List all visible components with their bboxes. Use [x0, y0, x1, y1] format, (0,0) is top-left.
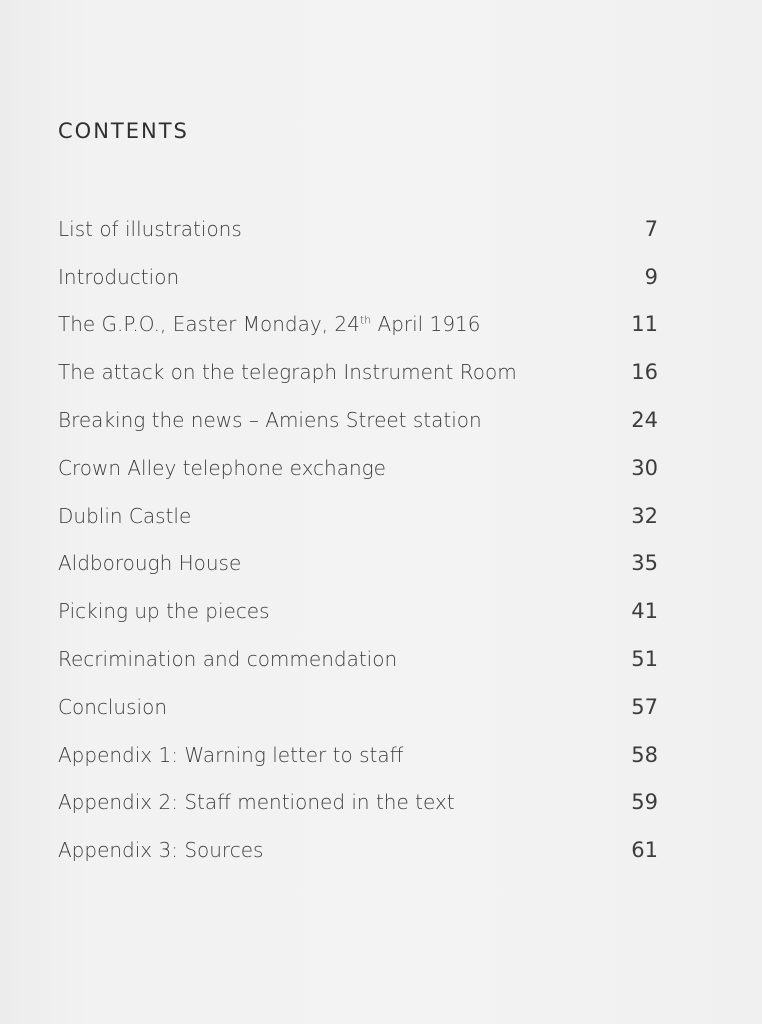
toc-entry: [58, 444, 658, 492]
toc-entry: [58, 683, 658, 731]
toc-entry-page: 11: [631, 312, 658, 337]
toc-entry-page: 32: [631, 503, 658, 528]
toc-entry-title: Appendix 3: Sources: [58, 838, 264, 863]
toc-entry-title: Aldborough House: [58, 551, 242, 576]
toc-entry-page: 24: [631, 408, 658, 433]
toc-entry-page: 61: [631, 838, 658, 863]
toc-entry-title: [58, 312, 481, 336]
toc-entry: [58, 540, 658, 588]
toc-entry-title: Appendix 1: Warning letter to staff: [58, 742, 404, 767]
toc-entry-title-part: April 1916: [371, 312, 481, 337]
toc-entry: [58, 396, 658, 444]
toc-entry-page: 57: [631, 694, 658, 719]
toc-entry-title: Dublin Castle: [58, 503, 192, 528]
table-of-contents: [58, 205, 658, 874]
toc-entry-title: The attack on the telegraph Instrument Room: [58, 360, 517, 385]
toc-entry: [58, 205, 658, 253]
toc-entry-page: 7: [644, 216, 658, 241]
toc-entry: [58, 635, 658, 683]
toc-entry-title: Breaking the news – Amiens Street station: [58, 408, 482, 433]
toc-entry-title-part: The G.P.O., Easter Monday, 24: [58, 312, 360, 337]
toc-entry-page: 41: [631, 599, 658, 624]
toc-entry-page: 9: [644, 264, 658, 289]
toc-entry: [58, 492, 658, 540]
toc-entry-page: 58: [631, 742, 658, 767]
toc-entry-title: Picking up the pieces: [58, 599, 270, 624]
toc-entry-title: Appendix 2: Staff mentioned in the text: [58, 790, 455, 815]
toc-entry: [58, 587, 658, 635]
toc-entry-page: 59: [631, 790, 658, 815]
ordinal-suffix: th: [359, 313, 372, 327]
toc-entry-page: 51: [631, 647, 658, 672]
toc-entry-title: Introduction: [58, 264, 180, 289]
toc-entry: [58, 348, 658, 396]
toc-entry-page: 16: [631, 360, 658, 385]
page-title: CONTENTS: [58, 119, 189, 143]
toc-entry: [58, 731, 658, 779]
toc-entry-title: Recrimination and commendation: [58, 647, 398, 672]
toc-entry: [58, 301, 658, 349]
toc-entry-page: 30: [631, 455, 658, 480]
toc-entry: [58, 779, 658, 827]
toc-entry-title: List of illustrations: [58, 216, 242, 241]
toc-entry-title: Conclusion: [58, 694, 167, 719]
toc-entry-title: Crown Alley telephone exchange: [58, 455, 386, 480]
toc-entry: [58, 826, 658, 874]
toc-entry: [58, 253, 658, 301]
toc-entry-page: 35: [631, 551, 658, 576]
